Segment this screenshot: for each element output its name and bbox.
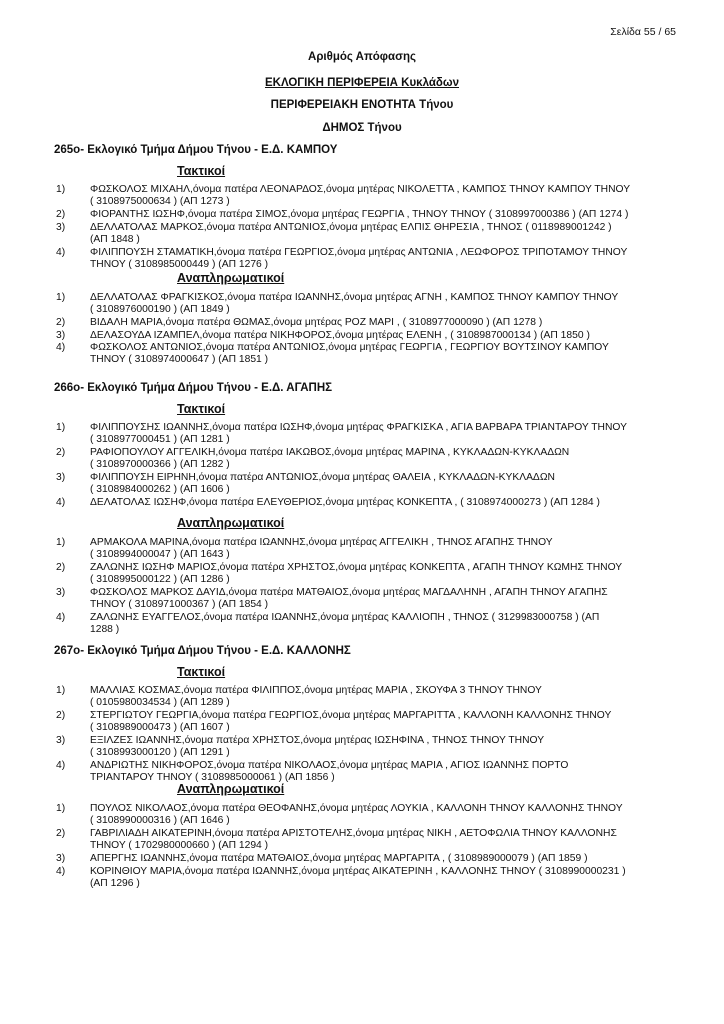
entry-text <box>90 760 680 784</box>
substitute-members-heading: Αναπληρωματικοί <box>177 782 285 796</box>
entry-line: ( 0105980034534 ) (ΑΠ 1289 ) <box>90 697 230 708</box>
entry-text <box>90 497 680 509</box>
entry-number: 2) <box>56 209 66 220</box>
entry-line: ( 3108995000122 ) (ΑΠ 1286 ) <box>90 574 230 585</box>
entry-text <box>90 422 680 446</box>
regular-members-heading: Τακτικοί <box>177 665 226 679</box>
entry-text <box>90 292 680 316</box>
entry-number: 1) <box>56 292 66 303</box>
entry-line: ΕΞΙΛΖΕΣ ΙΩΑΝΝΗΣ,όνομα πατέρα ΧΡΗΣΤΟΣ,όνομα μητέρας ΙΩΣΗΦΙΝΑ , ΤΗΝΟΣ ΤΗΝΟΥ ΤΗΝΟΥ <box>90 735 545 746</box>
entry-number: 3) <box>56 735 66 746</box>
entry-line: ( 3108976000190 ) (ΑΠ 1849 ) <box>90 304 230 315</box>
entry-line: ΤΡΙΑΝΤΑΡΟΥ ΤΗΝΟΥ ( 3108985000061 ) (ΑΠ 1856 ) <box>90 772 335 783</box>
entry-line: ΦΙΛΙΠΠΟΥΣΗ ΣΤΑΜΑΤΙΚΗ,όνομα πατέρα ΓΕΩΡΓΙΟΣ,όνομα μητέρας ΑΝΤΩΝΙΑ , ΛΕΩΦΟΡΟΣ ΤΡΙΠΟΤΑΜΟΥ ΤΗΝΟΥ <box>90 247 628 258</box>
substitute-members-heading: Αναπληρωματικοί <box>177 271 285 285</box>
entry-text <box>90 866 680 890</box>
entry-line: ΔΕΛΛΑΤΟΛΑΣ ΦΡΑΓΚΙΣΚΟΣ,όνομα πατέρα ΙΩΑΝΝΗΣ,όνομα μητέρας ΑΓΝΗ , ΚΑΜΠΟΣ ΤΗΝΟΥ ΚΑΜΠΟΥ ΤΗΝΟΥ <box>90 292 619 303</box>
entry-line: 1288 ) <box>90 624 120 635</box>
entry-number: 3) <box>56 587 66 598</box>
entry-text <box>90 612 680 636</box>
regular-members-heading: Τακτικοί <box>177 402 226 416</box>
entry-line: ( 3108970000366 ) (ΑΠ 1282 ) <box>90 459 230 470</box>
entry-number: 2) <box>56 710 66 721</box>
entry-line: ( 3108989000473 ) (ΑΠ 1607 ) <box>90 722 230 733</box>
entry-number: 1) <box>56 685 66 696</box>
entry-text <box>90 803 680 827</box>
page-number: Σελίδα 55 / 65 <box>610 26 676 38</box>
entry-line: ( 3108984000262 ) (ΑΠ 1606 ) <box>90 484 230 495</box>
entry-line: (ΑΠ 1296 ) <box>90 878 140 889</box>
entry-number: 4) <box>56 866 66 877</box>
entry-line: ΡΑΦΙΟΠΟΥΛΟΥ ΑΓΓΕΛΙΚΗ,όνομα πατέρα ΙΑΚΩΒΟΣ,όνομα μητέρας ΜΑΡΙΝΑ , ΚΥΚΛΑΔΩΝ-ΚΥΚΛΑΔΩΝ <box>90 447 570 458</box>
entry-number: 1) <box>56 184 66 195</box>
entry-text <box>90 184 680 208</box>
entry-line: ΖΑΛΩΝΗΣ ΕΥΑΓΓΕΛΟΣ,όνομα πατέρα ΙΩΑΝΝΗΣ,όνομα μητέρας ΚΑΛΛΙΟΠΗ , ΤΗΝΟΣ ( 3129983000758 ) (ΑΠ <box>90 612 600 623</box>
entry-text <box>90 685 680 709</box>
entry-line: ( 3108993000120 ) (ΑΠ 1291 ) <box>90 747 230 758</box>
entry-line: ΦΙΛΙΠΠΟΥΣΗ ΕΙΡΗΝΗ,όνομα πατέρα ΑΝΤΩΝΙΟΣ,όνομα μητέρας ΘΑΛΕΙΑ , ΚΥΚΛΑΔΩΝ-ΚΥΚΛΑΔΩΝ <box>90 472 555 483</box>
entry-text <box>90 330 680 342</box>
entry-line: ΚΟΡΙΝΘΙΟΥ ΜΑΡΙΑ,όνομα πατέρα ΙΩΑΝΝΗΣ,όνομα μητέρας ΑΙΚΑΤΕΡΙΝΗ , ΚΑΛΛΟΝΗΣ ΤΗΝΟΥ ( 3108990000231 ) <box>90 866 626 877</box>
entry-line: ΔΕΛΑΣΟΥΔΑ ΙΖΑΜΠΕΛ,όνομα πατέρα ΝΙΚΗΦΟΡΟΣ,όνομα μητέρας ΕΛΕΝΗ , ( 3108987000134 ) (ΑΠ 1850 ) <box>90 330 590 341</box>
entry-text <box>90 735 680 759</box>
entry-text <box>90 853 680 865</box>
entry-text <box>90 222 680 246</box>
entry-text <box>90 710 680 734</box>
entry-line: ( 3108994000047 ) (ΑΠ 1643 ) <box>90 549 230 560</box>
entry-line: ΦΩΣΚΟΛΟΣ ΜΑΡΚΟΣ ΔΑΥΙΔ,όνομα πατέρα ΜΑΤΘΑΙΟΣ,όνομα μητέρας ΜΑΓΔΑΛΗΝΗ , ΑΓΑΠΗ ΤΗΝΟΥ ΑΓΑΠΗΣ <box>90 587 608 598</box>
entry-line: ΑΡΜΑΚΟΛΑ ΜΑΡΙΝΑ,όνομα πατέρα ΙΩΑΝΝΗΣ,όνομα μητέρας ΑΓΓΕΛΙΚΗ , ΤΗΝΟΣ ΑΓΑΠΗΣ ΤΗΝΟΥ <box>90 537 553 548</box>
entry-number: 1) <box>56 537 66 548</box>
entry-number: 3) <box>56 853 66 864</box>
electoral-region: ΕΚΛΟΓΙΚΗ ΠΕΡΙΦΕΡΕΙΑ Κυκλάδων <box>264 77 459 89</box>
entry-line: ΔΕΛΛΑΤΟΛΑΣ ΜΑΡΚΟΣ,όνομα πατέρα ΑΝΤΩΝΙΟΣ,όνομα μητέρας ΕΛΠΙΣ ΘΗΡΕΣΙΑ , ΤΗΝΟΣ ( 0118989001242 ) <box>90 222 612 233</box>
entry-line: ΑΝΔΡΙΩΤΗΣ ΝΙΚΗΦΟΡΟΣ,όνομα πατέρα ΝΙΚΟΛΑΟΣ,όνομα μητέρας ΜΑΡΙΑ , ΑΓΙΟΣ ΙΩΑΝΝΗΣ ΠΟΡΤΟ <box>90 760 569 771</box>
entry-number: 2) <box>56 317 66 328</box>
regional-unit: ΠΕΡΙΦΕΡΕΙΑΚΗ ΕΝΟΤΗΤΑ Τήνου <box>270 99 454 111</box>
entry-text <box>90 247 680 271</box>
entry-line: ΓΑΒΡΙΛΙΑΔΗ ΑΙΚΑΤΕΡΙΝΗ,όνομα πατέρα ΑΡΙΣΤΟΤΕΛΗΣ,όνομα μητέρας ΝΙΚΗ , ΑΕΤΟΦΩΛΙΑ ΤΗΝΟΥ ΚΑΛΛΟΝΗΣ <box>90 828 617 839</box>
entry-line: ( 3108990000316 ) (ΑΠ 1646 ) <box>90 815 230 826</box>
entry-line: ( 3108977000451 ) (ΑΠ 1281 ) <box>90 434 230 445</box>
substitute-members-heading: Αναπληρωματικοί <box>177 516 285 530</box>
entry-number: 4) <box>56 342 66 353</box>
decision-title: Αριθμός Απόφασης <box>308 51 416 63</box>
entry-text <box>90 828 680 852</box>
entry-number: 3) <box>56 330 66 341</box>
entry-line: ΦΙΛΙΠΠΟΥΣΗΣ ΙΩΑΝΝΗΣ,όνομα πατέρα ΙΩΣΗΦ,όνομα μητέρας ΦΡΑΓΚΙΣΚΑ , ΑΓΙΑ ΒΑΡΒΑΡΑ ΤΡΙΑΝΤΑΡΟΥ ΤΗΝΟΥ <box>90 422 627 433</box>
entry-text <box>90 472 680 496</box>
entry-line: (ΑΠ 1848 ) <box>90 234 140 245</box>
entry-line: ΤΗΝΟΥ ( 1702980000660 ) (ΑΠ 1294 ) <box>90 840 269 851</box>
entry-line: ΠΟΥΛΟΣ ΝΙΚΟΛΑΟΣ,όνομα πατέρα ΘΕΟΦΑΝΗΣ,όνομα μητέρας ΛΟΥΚΙΑ , ΚΑΛΛΟΝΗ ΤΗΝΟΥ ΚΑΛΛΟΝΗΣ ΤΗΝΟΥ <box>90 803 623 814</box>
entry-number: 1) <box>56 803 66 814</box>
entry-line: ΔΕΛΑΤΟΛΑΣ ΙΩΣΗΦ,όνομα πατέρα ΕΛΕΥΘΕΡΙΟΣ,όνομα μητέρας ΚΟΝΚΕΠΤΑ , ( 3108974000273 ) (ΑΠ 1284 ) <box>90 497 600 508</box>
entry-text <box>90 447 680 471</box>
entry-line: ΤΗΝΟΥ ( 3108985000449 ) (ΑΠ 1276 ) <box>90 259 269 270</box>
entry-text <box>90 317 680 329</box>
entry-line: ΑΠΕΡΓΗΣ ΙΩΑΝΝΗΣ,όνομα πατέρα ΜΑΤΘΑΙΟΣ,όνομα μητέρας ΜΑΡΓΑΡΙΤΑ , ( 3108989000079 ) (ΑΠ 1859 ) <box>90 853 588 864</box>
entry-line: ( 3108975000634 ) (ΑΠ 1273 ) <box>90 196 230 207</box>
entry-text <box>90 342 680 366</box>
section-title: 266ο- Εκλογικό Τμήμα Δήμου Τήνου - Ε.Δ. ΑΓΑΠΗΣ <box>54 382 333 394</box>
entry-text <box>90 587 680 611</box>
entry-number: 2) <box>56 828 66 839</box>
entry-number: 4) <box>56 612 66 623</box>
entry-line: ΦΩΣΚΟΛΟΣ ΜΙΧΑΗΛ,όνομα πατέρα ΛΕΟΝΑΡΔΟΣ,όνομα μητέρας ΝΙΚΟΛΕΤΤΑ , ΚΑΜΠΟΣ ΤΗΝΟΥ ΚΑΜΠΟΥ ΤΗΝΟΥ <box>90 184 631 195</box>
entry-number: 4) <box>56 247 66 258</box>
entry-line: ΤΗΝΟΥ ( 3108974000647 ) (ΑΠ 1851 ) <box>90 354 269 365</box>
entry-number: 2) <box>56 447 66 458</box>
entry-number: 4) <box>56 497 66 508</box>
entry-number: 3) <box>56 472 66 483</box>
entry-line: ΒΙΔΑΛΗ ΜΑΡΙΑ,όνομα πατέρα ΘΩΜΑΣ,όνομα μητέρας ΡΟΖ ΜΑΡΙ , ( 3108977000090 ) (ΑΠ 1278 ) <box>90 317 543 328</box>
entry-line: ΦΙΟΡΑΝΤΗΣ ΙΩΣΗΦ,όνομα πατέρα ΣΙΜΟΣ,όνομα μητέρας ΓΕΩΡΓΙΑ , ΤΗΝΟΥ ΤΗΝΟΥ ( 3108997000386 ) (ΑΠ 1274 ) <box>90 209 629 220</box>
section-title: 267ο- Εκλογικό Τμήμα Δήμου Τήνου - Ε.Δ. ΚΑΛΛΟΝΗΣ <box>54 645 351 657</box>
entry-number: 1) <box>56 422 66 433</box>
entry-line: ΤΗΝΟΥ ( 3108971000367 ) (ΑΠ 1854 ) <box>90 599 269 610</box>
entry-line: ΖΑΛΩΝΗΣ ΙΩΣΗΦ ΜΑΡΙΟΣ,όνομα πατέρα ΧΡΗΣΤΟΣ,όνομα μητέρας ΚΟΝΚΕΠΤΑ , ΑΓΑΠΗ ΤΗΝΟΥ ΚΩΜΗΣ ΤΗΝΟΥ <box>90 562 623 573</box>
entry-line: ΦΩΣΚΟΛΟΣ ΑΝΤΩΝΙΟΣ,όνομα πατέρα ΑΝΤΩΝΙΟΣ,όνομα μητέρας ΓΕΩΡΓΙΑ , ΓΕΩΡΓΙΟΥ ΒΟΥΤΣΙΝΟΥ ΚΑΜΠΟΥ <box>90 342 609 353</box>
entry-number: 2) <box>56 562 66 573</box>
municipality: ΔΗΜΟΣ Τήνου <box>322 122 402 134</box>
entry-line: ΜΑΛΛΙΑΣ ΚΟΣΜΑΣ,όνομα πατέρα ΦΙΛΙΠΠΟΣ,όνομα μητέρας ΜΑΡΙΑ , ΣΚΟΥΦΑ 3 ΤΗΝΟΥ ΤΗΝΟΥ <box>90 685 542 696</box>
section-title: 265ο- Εκλογικό Τμήμα Δήμου Τήνου - Ε.Δ. ΚΑΜΠΟΥ <box>54 144 338 156</box>
entry-number: 3) <box>56 222 66 233</box>
entry-text <box>90 537 680 561</box>
entry-number: 4) <box>56 760 66 771</box>
entry-line: ΣΤΕΡΓΙΩΤΟΥ ΓΕΩΡΓΙΑ,όνομα πατέρα ΓΕΩΡΓΙΟΣ,όνομα μητέρας ΜΑΡΓΑΡΙΤΤΑ , ΚΑΛΛΟΝΗ ΚΑΛΛΟΝΗΣ ΤΗΝΟΥ <box>90 710 612 721</box>
entry-text <box>90 562 680 586</box>
entry-text <box>90 209 680 221</box>
regular-members-heading: Τακτικοί <box>177 164 226 178</box>
